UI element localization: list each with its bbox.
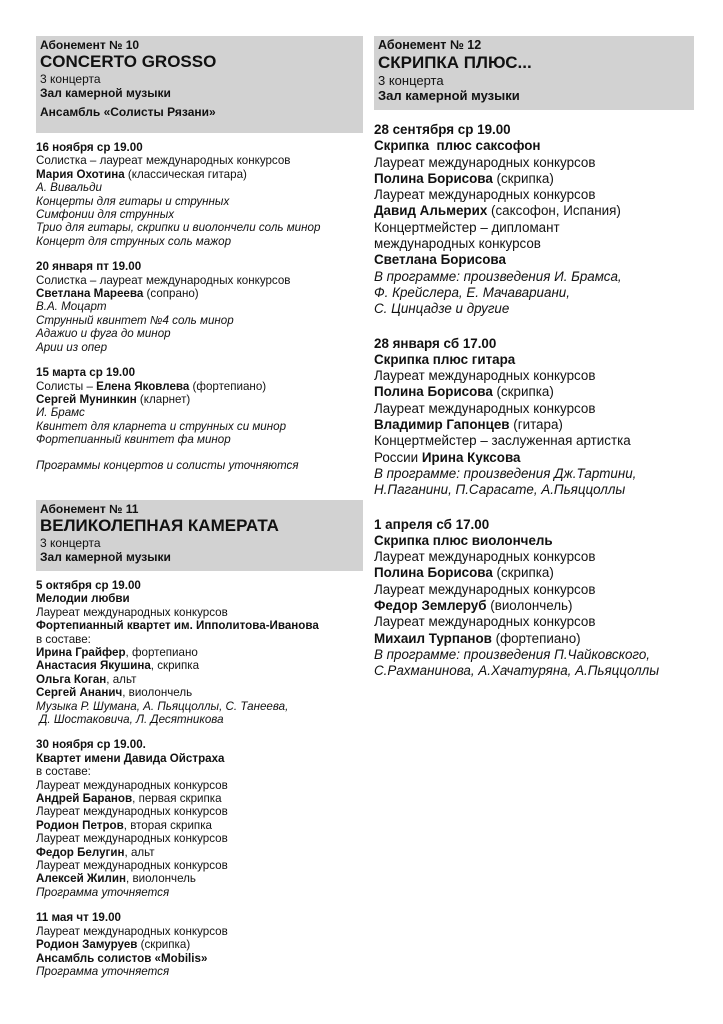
member bbox=[36, 846, 363, 859]
concert-20-jan bbox=[36, 260, 363, 354]
performer-name: Светлана Борисова bbox=[374, 252, 506, 268]
subscription-title: ВЕЛИКОЛЕПНАЯ КАМЕРАТА bbox=[40, 515, 279, 535]
program-item: Фортепианный квинтет фа минор bbox=[36, 433, 231, 447]
concert-name: Скрипка плюс саксофон bbox=[374, 138, 541, 154]
performer-instrument: (скрипка) bbox=[137, 938, 191, 952]
concert-count: 3 концерта bbox=[40, 535, 101, 550]
lineup-label: в составе: bbox=[36, 765, 91, 779]
program-item: В программе: произведения И. Брамса, bbox=[374, 268, 622, 284]
concert-date: 15 марта ср 19.00 bbox=[36, 366, 136, 380]
concert-11-may bbox=[36, 911, 363, 978]
program-note: Программа уточняется bbox=[36, 885, 170, 899]
performer-role: Солисты – bbox=[36, 379, 97, 393]
subscription-number: Абонемент № 11 bbox=[40, 501, 139, 516]
ensemble-name: Квартет имени Давида Ойстраха bbox=[36, 751, 225, 765]
performer-instrument: (кларнет) bbox=[136, 392, 191, 406]
ensemble-name: Ансамбль солистов «Mobilis» bbox=[36, 951, 208, 965]
performer-name: Ирина Куксова bbox=[421, 449, 521, 465]
concert-date: 20 января пт 19.00 bbox=[36, 260, 142, 274]
hall-name: Зал камерной музыки bbox=[40, 86, 171, 100]
performer-role: Лауреат международных конкурсов bbox=[36, 924, 228, 938]
member-instrument: , виолончель bbox=[122, 686, 193, 700]
member-name: Родион Петров bbox=[36, 818, 124, 832]
member bbox=[36, 819, 363, 832]
performer-role: Солистка – лауреат международных конкурсов bbox=[36, 154, 291, 168]
performer bbox=[374, 450, 694, 466]
performer-name: Мария Охотина bbox=[36, 167, 125, 181]
performer-role: Лауреат международных конкурсов bbox=[36, 778, 228, 792]
member bbox=[36, 673, 363, 686]
performer-role: Концертмейстер – заслуженная артистка bbox=[374, 433, 631, 449]
program-item: Д. Шостаковича, Л. Десятникова bbox=[36, 713, 224, 726]
performer-name: Светлана Мареева bbox=[36, 287, 144, 301]
performer bbox=[374, 417, 694, 433]
performer bbox=[36, 168, 363, 181]
subscription-10 bbox=[36, 36, 363, 472]
member-instrument: , альт bbox=[106, 672, 137, 686]
concert-28-sep bbox=[374, 122, 694, 318]
performer-instrument: (виолончель) bbox=[486, 598, 573, 614]
concert-date: 11 мая чт 19.00 bbox=[36, 911, 121, 925]
subscription-title: CONCERTO GROSSO bbox=[40, 52, 217, 71]
program-item: Арии из опер bbox=[36, 340, 108, 354]
performer-instrument: (скрипка) bbox=[492, 170, 554, 186]
program-item: Ф. Крейслера, Е. Мачавариани, bbox=[374, 284, 570, 300]
performer bbox=[36, 287, 363, 300]
left-column bbox=[36, 36, 363, 1000]
performer-role: Лауреат международных конкурсов bbox=[36, 805, 228, 819]
member bbox=[36, 659, 363, 672]
program-item: Музыка Р. Шумана, А. Пьяццоллы, С. Танеева, bbox=[36, 699, 289, 713]
member-instrument: , первая скрипка bbox=[132, 792, 222, 806]
member bbox=[36, 872, 363, 885]
performer-instrument: (фортепиано) bbox=[491, 630, 581, 646]
performer-instrument: (гитара) bbox=[509, 417, 563, 433]
program-item: Струнный квинтет №4 соль минор bbox=[36, 313, 234, 327]
concert-count: 3 концерта bbox=[40, 72, 101, 86]
performer-name: Федор Землеруб bbox=[374, 598, 487, 614]
performer-role: Лауреат международных конкурсов bbox=[374, 154, 596, 170]
member-instrument: , альт bbox=[124, 845, 155, 859]
subscription-title: СКРИПКА ПЛЮС... bbox=[378, 53, 532, 72]
program-item: Н.Паганини, П.Сарасате, А.Пьяццоллы bbox=[374, 482, 626, 498]
concert-name: Скрипка плюс виолончель bbox=[374, 532, 553, 548]
program-item: В.А. Моцарт bbox=[36, 300, 107, 314]
program-item: Концерты для гитары и струнных bbox=[36, 194, 230, 208]
performer-role: Лауреат международных конкурсов bbox=[374, 581, 596, 597]
performer-name: Родион Замуруев bbox=[36, 938, 138, 952]
member bbox=[36, 792, 363, 805]
performer bbox=[374, 384, 694, 400]
hall-name: Зал камерной музыки bbox=[40, 549, 171, 564]
performer-instrument: (скрипка) bbox=[492, 384, 554, 400]
member-instrument: , виолончель bbox=[126, 872, 196, 886]
program-note: Программа уточняется bbox=[36, 964, 170, 978]
performer-instrument: (классическая гитара) bbox=[124, 167, 247, 181]
member-instrument: , скрипка bbox=[150, 659, 200, 673]
concert-30-nov bbox=[36, 738, 363, 899]
ensemble-name: Ансамбль «Солисты Рязани» bbox=[40, 105, 216, 119]
member bbox=[36, 686, 363, 699]
member-name: Федор Белугин bbox=[36, 845, 125, 859]
ensemble-name: Фортепианный квартет им. Ипполитова-Иванова bbox=[36, 619, 319, 633]
member-name: Сергей Ананич bbox=[36, 686, 123, 700]
concert-count: 3 концерта bbox=[378, 73, 444, 88]
program-item: С. Цинцадзе и другие bbox=[374, 301, 510, 317]
performer-role: Лауреат международных конкурсов bbox=[374, 368, 596, 384]
subscription-10-header bbox=[36, 36, 363, 133]
performer-role: Лауреат международных конкурсов bbox=[36, 859, 228, 873]
performer-role: Лауреат международных конкурсов bbox=[374, 614, 596, 630]
concert-date: 28 сентября ср 19.00 bbox=[374, 122, 511, 137]
member-instrument: , вторая скрипка bbox=[123, 818, 212, 832]
concert-28-jan bbox=[374, 336, 694, 499]
performer-role: Концертмейстер – дипломант bbox=[374, 219, 560, 235]
subscription-11 bbox=[36, 500, 363, 978]
performer-instrument: (фортепиано) bbox=[189, 379, 267, 393]
concert-date: 5 октября ср 19.00 bbox=[36, 578, 141, 592]
performer-instrument: (скрипка) bbox=[492, 565, 554, 581]
performer-instrument: (сопрано) bbox=[143, 287, 199, 301]
performer-role: Лауреат международных конкурсов bbox=[36, 832, 228, 846]
program-item: Квинтет для кларнета и струнных си минор bbox=[36, 419, 287, 433]
performer-name: Полина Борисова bbox=[374, 565, 493, 581]
member-name: Алексей Жилин bbox=[36, 872, 127, 886]
performer bbox=[374, 631, 694, 647]
performer bbox=[374, 203, 694, 219]
program-item: Симфонии для струнных bbox=[36, 208, 175, 222]
member-name: Анастасия Якушина bbox=[36, 659, 151, 673]
subscription-number: Абонемент № 10 bbox=[40, 38, 140, 52]
concert-date: 16 ноября ср 19.00 bbox=[36, 141, 143, 154]
concert-15-mar bbox=[36, 366, 363, 446]
program-item: С.Рахманинова, А.Хачатуряна, А.Пьяццоллы bbox=[374, 663, 660, 679]
program-item: Трио для гитары, скрипки и виолончели соль минор bbox=[36, 221, 321, 235]
subscription-12 bbox=[374, 36, 694, 680]
subscription-11-header bbox=[36, 500, 363, 571]
performer bbox=[36, 938, 363, 951]
concert-date: 28 января сб 17.00 bbox=[374, 335, 497, 351]
subscription-number: Абонемент № 12 bbox=[378, 38, 482, 52]
performer-name: Сергей Мунинкин bbox=[36, 392, 137, 406]
performer-role: международных конкурсов bbox=[374, 236, 541, 252]
concert-name: Мелодии любви bbox=[36, 592, 130, 606]
performer-instrument: (саксофон, Испания) bbox=[487, 203, 621, 219]
program-note: Программы концертов и солисты уточняются bbox=[36, 458, 299, 472]
concert-16-nov bbox=[36, 141, 363, 248]
member-name: Ольга Коган bbox=[36, 672, 107, 686]
performer-name: Владимир Гапонцев bbox=[374, 417, 510, 433]
performer bbox=[374, 171, 694, 187]
performer-name: Михаил Турпанов bbox=[374, 630, 492, 646]
performer-name: Полина Борисова bbox=[374, 384, 493, 400]
performer bbox=[374, 565, 694, 581]
performer-role: Лауреат международных конкурсов bbox=[374, 549, 596, 565]
concert-1-apr bbox=[374, 517, 694, 680]
member-name: Андрей Баранов bbox=[36, 792, 133, 806]
member-instrument: , фортепиано bbox=[125, 645, 198, 659]
program-item: И. Брамс bbox=[36, 406, 85, 420]
program-item: В программе: произведения Дж.Тартини, bbox=[374, 465, 637, 481]
performer-role: Солистка – лауреат международных конкурсов bbox=[36, 273, 291, 287]
concert-name: Скрипка плюс гитара bbox=[374, 351, 516, 367]
performer bbox=[36, 380, 363, 393]
program-item: Концерт для струнных соль мажор bbox=[36, 234, 232, 248]
concert-date: 1 апреля сб 17.00 bbox=[374, 516, 490, 532]
performer-name: Елена Яковлева bbox=[96, 379, 190, 393]
performer-name: Полина Борисова bbox=[374, 170, 493, 186]
performer-role: Лауреат международных конкурсов bbox=[36, 605, 228, 619]
performer-name: Давид Альмерих bbox=[374, 203, 488, 219]
program-item: Адажио и фуга до минор bbox=[36, 327, 171, 341]
concert-date: 30 ноября ср 19.00. bbox=[36, 738, 146, 752]
subscription-12-header bbox=[374, 36, 694, 110]
performer-country: России bbox=[374, 449, 422, 465]
hall-name: Зал камерной музыки bbox=[378, 88, 520, 103]
member bbox=[36, 646, 363, 659]
program-item: А. Вивальди bbox=[36, 181, 102, 195]
performer bbox=[374, 598, 694, 614]
member-name: Ирина Грайфер bbox=[36, 645, 126, 659]
performer-role: Лауреат международных конкурсов bbox=[374, 400, 596, 416]
performer-role: Лауреат международных конкурсов bbox=[374, 187, 596, 203]
concert-5-oct bbox=[36, 579, 363, 726]
program-item: В программе: произведения П.Чайковского, bbox=[374, 646, 651, 662]
right-column bbox=[374, 36, 694, 702]
lineup-label: в составе: bbox=[36, 632, 91, 646]
performer bbox=[36, 393, 363, 406]
